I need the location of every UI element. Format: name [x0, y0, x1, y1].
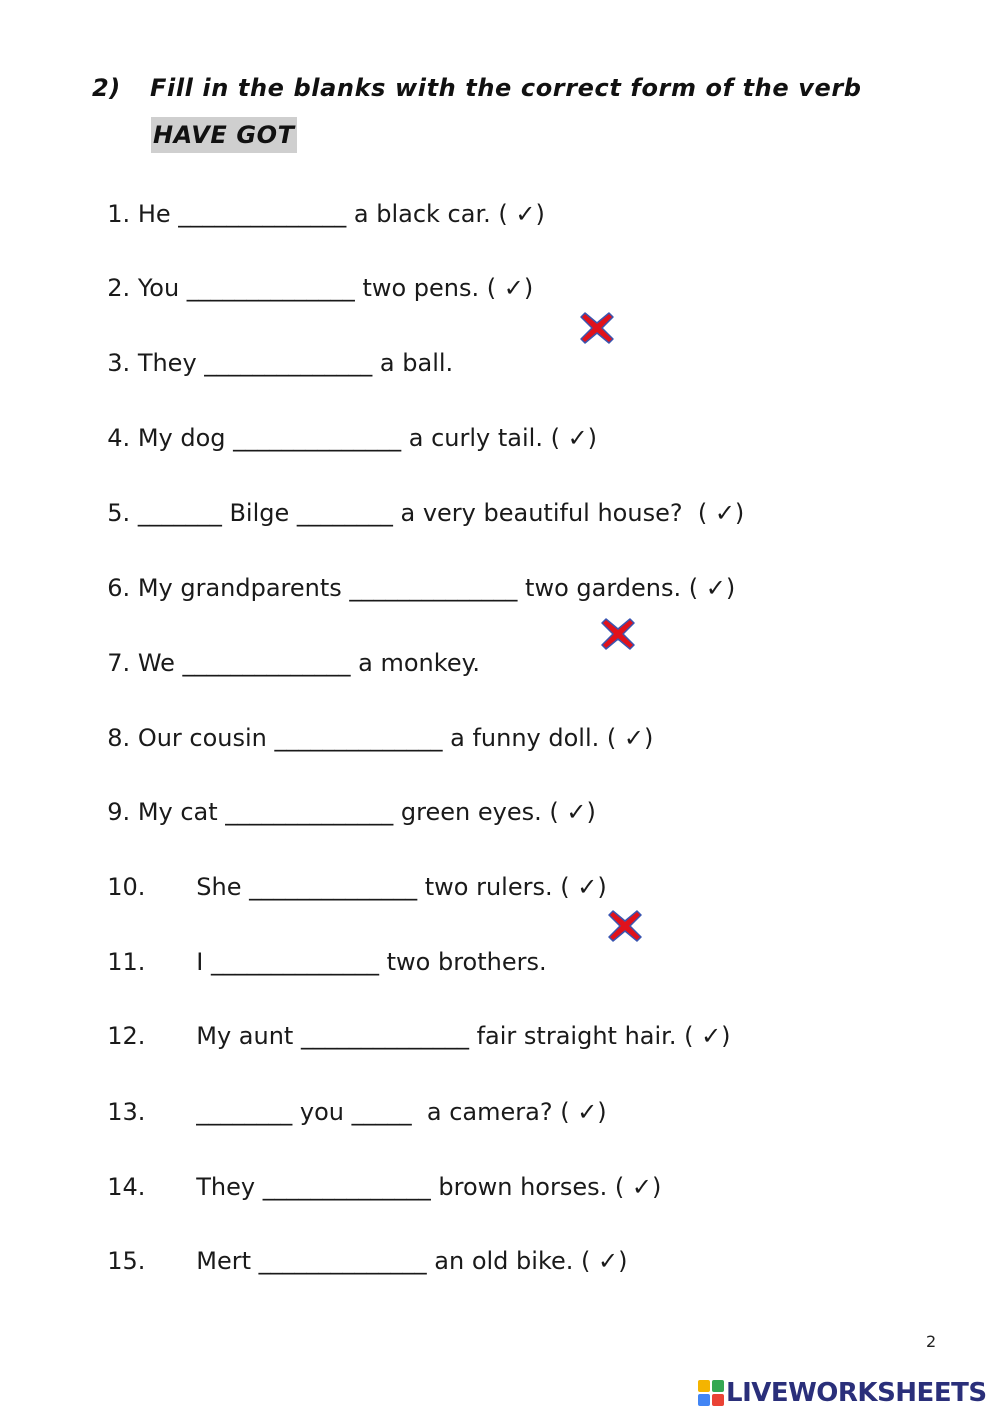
exercise-item-3	[92, 312, 453, 380]
red-cross-icon	[600, 616, 636, 652]
liveworksheets-logo-icon	[698, 1380, 724, 1406]
item-number: 13.	[107, 1098, 146, 1126]
item-number: 6.	[107, 574, 131, 602]
item-number: 2.	[107, 274, 131, 302]
exercise-item-5	[92, 462, 744, 530]
item-sentence[interactable]: You ______________ two pens. ( ✓)	[137, 274, 534, 302]
exercise-item-15	[92, 1210, 627, 1278]
page-number: 2	[926, 1332, 937, 1351]
exercise-number: 2)	[92, 74, 121, 102]
exercise-item-11	[92, 911, 547, 979]
item-sentence[interactable]: ________ you _____ a camera? ( ✓)	[196, 1098, 607, 1126]
item-number: 9.	[107, 798, 131, 826]
item-sentence[interactable]: _______ Bilge ________ a very beautiful house? ( ✓)	[137, 499, 745, 527]
brand-name: LIVEWORKSHEETS	[726, 1378, 987, 1408]
exercise-item-6	[92, 537, 735, 605]
item-number: 5.	[107, 499, 131, 527]
item-sentence[interactable]: My cat ______________ green eyes. ( ✓)	[137, 798, 596, 826]
item-number: 11.	[107, 948, 146, 976]
item-sentence[interactable]: They ______________ brown horses. ( ✓)	[196, 1173, 662, 1201]
item-sentence[interactable]: Our cousin ______________ a funny doll. ( ✓)	[137, 724, 654, 752]
item-number: 4.	[107, 424, 131, 452]
exercise-item-8	[92, 687, 653, 755]
item-sentence[interactable]: Mert ______________ an old bike. ( ✓)	[196, 1247, 628, 1275]
verb-highlight: HAVE GOT	[151, 117, 297, 153]
item-sentence[interactable]: We ______________ a monkey.	[137, 649, 480, 677]
item-number: 15.	[107, 1247, 146, 1275]
exercise-item-10	[92, 836, 607, 904]
item-sentence[interactable]: My aunt ______________ fair straight hair. ( ✓)	[196, 1022, 731, 1050]
item-sentence[interactable]: I ______________ two brothers.	[196, 948, 547, 976]
exercise-instruction: Fill in the blanks with the correct form of the verb	[150, 74, 862, 102]
item-sentence[interactable]: She ______________ two rulers. ( ✓)	[196, 873, 607, 901]
item-number: 1.	[107, 200, 131, 228]
liveworksheets-logo	[698, 1375, 987, 1411]
exercise-heading	[92, 74, 862, 102]
exercise-item-7	[92, 612, 480, 680]
exercise-item-1	[92, 163, 545, 231]
red-cross-icon	[579, 310, 615, 346]
item-number: 12.	[107, 1022, 146, 1050]
exercise-item-12	[92, 985, 731, 1053]
item-sentence[interactable]: My dog ______________ a curly tail. ( ✓)	[137, 424, 598, 452]
item-number: 7.	[107, 649, 131, 677]
item-number: 10.	[107, 873, 146, 901]
exercise-item-4	[92, 387, 597, 455]
item-sentence[interactable]: He ______________ a black car. ( ✓)	[137, 200, 545, 228]
exercise-item-2	[92, 237, 533, 305]
exercise-item-14	[92, 1136, 661, 1204]
item-number: 3.	[107, 349, 131, 377]
red-cross-icon	[607, 908, 643, 944]
item-number: 14.	[107, 1173, 146, 1201]
item-number: 8.	[107, 724, 131, 752]
exercise-item-9	[92, 761, 596, 829]
item-sentence[interactable]: They ______________ a ball.	[137, 349, 454, 377]
item-sentence[interactable]: My grandparents ______________ two gardens. ( ✓)	[137, 574, 736, 602]
exercise-item-13	[92, 1061, 607, 1129]
